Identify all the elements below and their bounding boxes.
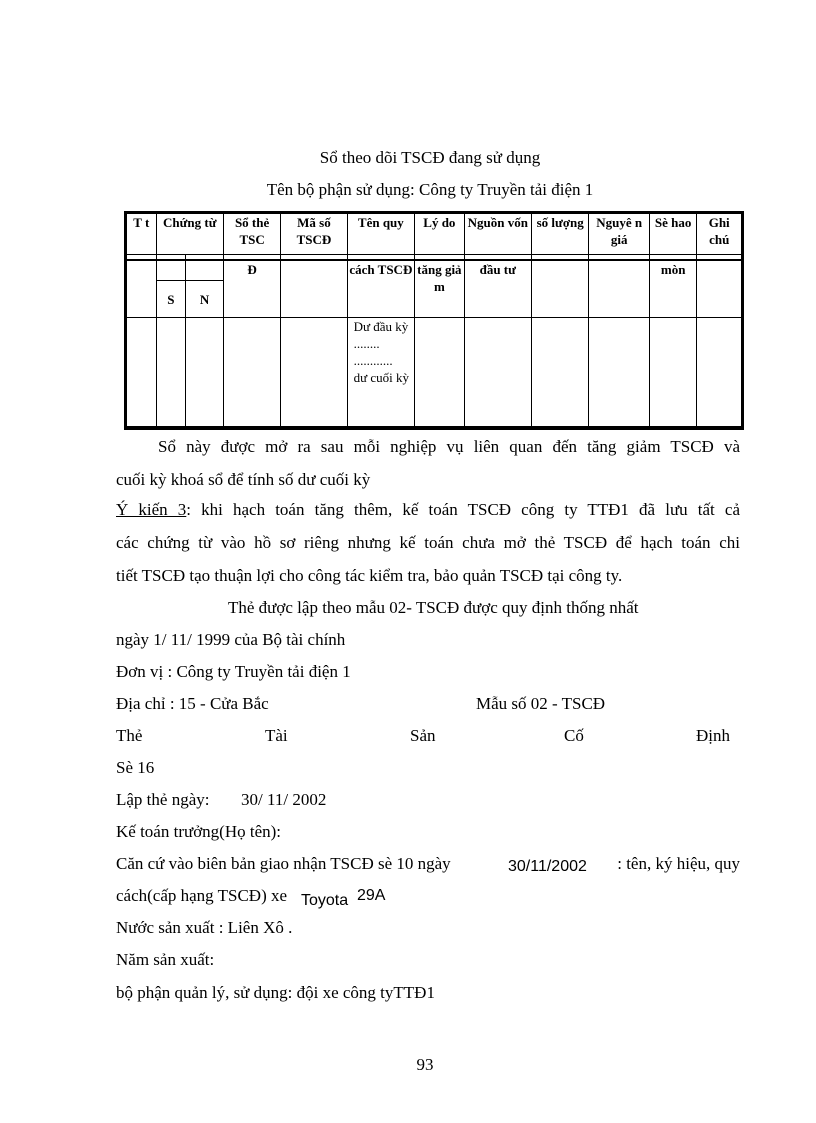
header-cell: Nguyê n giá bbox=[589, 214, 649, 255]
header-cell: Sè hao bbox=[650, 214, 698, 255]
paragraph: Sổ này được mở ra sau mỗi nghiệp vụ liên quan đến tăng giảm TSCĐ và bbox=[158, 437, 740, 456]
card-date: ngày 1/ 11/ 1999 của Bộ tài chính bbox=[116, 630, 346, 649]
dots: ............ bbox=[353, 353, 393, 368]
opinion-paragraph: tiết TSCĐ tạo thuận lợi cho công tác kiểm tra, bảo quản TSCĐ tại công ty. bbox=[116, 566, 623, 585]
opinion-paragraph bbox=[116, 493, 740, 526]
chief-accountant: Kế toán trưởng(Họ tên): bbox=[116, 822, 282, 841]
table-cell bbox=[157, 261, 187, 318]
opinion-label: Ý kiến 3 bbox=[116, 500, 187, 519]
fixed-asset-ledger-table bbox=[124, 211, 744, 430]
address: Địa chỉ : 15 - Cửa Bắc bbox=[116, 694, 269, 713]
header-cell: Sổ thẻ TSC bbox=[224, 214, 281, 255]
cell-cach: cách TSCĐ bbox=[348, 261, 416, 318]
spec-plate: 29A bbox=[357, 887, 386, 904]
cell-mon: mòn bbox=[650, 261, 698, 318]
table-header-row bbox=[127, 214, 741, 255]
card-title-word: Tài bbox=[265, 726, 288, 745]
table-cell bbox=[186, 261, 224, 318]
header-cell: Chứng từ bbox=[157, 214, 224, 255]
card-title-word: Cố bbox=[564, 726, 584, 745]
card-title-word: Sản bbox=[410, 726, 436, 745]
header-cell: Lý do bbox=[415, 214, 464, 255]
cell-d: Đ bbox=[224, 261, 281, 318]
cell-s: S bbox=[167, 292, 175, 307]
basis-text-end: : tên, ký hiệu, quy bbox=[617, 854, 740, 873]
header-cell: Ghi chú bbox=[697, 214, 741, 255]
header-cell: Mã số TSCĐ bbox=[281, 214, 347, 255]
basis-date: 30/11/2002 bbox=[508, 858, 587, 875]
cell-n: N bbox=[199, 292, 210, 307]
year: Năm sản xuất: bbox=[116, 950, 215, 969]
cell-tang: tăng giả m bbox=[415, 261, 464, 318]
spec-car: Toyota bbox=[301, 892, 349, 909]
card-intro: Thẻ được lập theo mẫu 02- TSCĐ được quy định thống nhất bbox=[228, 598, 639, 617]
balance-cell bbox=[348, 318, 416, 427]
cell-dautu: đầu tư bbox=[465, 261, 532, 318]
opening-balance: Dư đầu kỳ bbox=[353, 319, 409, 334]
dots: ........ bbox=[353, 336, 380, 351]
opinion-text: : khi hạch toán tăng thêm, kế toán TSCĐ công ty TTĐ1 đã lưu tất cả bbox=[186, 500, 740, 519]
ledger-subtitle: Tên bộ phận sử dụng: Công ty Truyền tải điện 1 bbox=[266, 180, 594, 199]
ledger-title: Sổ theo dõi TSCĐ đang sử dụng bbox=[319, 148, 541, 167]
issue-label: Lập thẻ ngày: bbox=[116, 790, 210, 809]
country: Nước sản xuất : Liên Xô . bbox=[116, 918, 293, 937]
card-title-word: Định bbox=[696, 726, 730, 745]
header-cell: Tên quy bbox=[348, 214, 416, 255]
opinion-paragraph: các chứng từ vào hồ sơ riêng nhưng kế toán chưa mở thẻ TSCĐ để hạch toán chi bbox=[116, 533, 740, 552]
page-number: 93 bbox=[416, 1055, 434, 1074]
header-cell: số lượng bbox=[532, 214, 589, 255]
closing-balance: dư cuối kỳ bbox=[353, 370, 410, 385]
unit: Đơn vị : Công ty Truyền tải điện 1 bbox=[116, 662, 351, 681]
basis-text: Căn cứ vào biên bản giao nhận TSCĐ sè 10 ngày bbox=[116, 854, 451, 873]
department: bộ phận quản lý, sử dụng: đội xe công tyTTĐ1 bbox=[116, 983, 435, 1002]
card-number: Sè 16 bbox=[116, 758, 155, 777]
table-row bbox=[127, 261, 741, 318]
issue-date: 30/ 11/ 2002 bbox=[241, 790, 327, 809]
card-title-word: Thẻ bbox=[116, 726, 143, 745]
spec-text: cách(cấp hạng TSCĐ) xe bbox=[116, 886, 288, 905]
header-cell: Nguồn vốn bbox=[465, 214, 532, 255]
table-row bbox=[127, 318, 741, 427]
form-number: Mẫu số 02 - TSCĐ bbox=[476, 694, 606, 713]
header-cell: T t bbox=[127, 214, 157, 255]
paragraph: cuối kỳ khoá sổ để tính số dư cuối kỳ bbox=[116, 470, 371, 489]
